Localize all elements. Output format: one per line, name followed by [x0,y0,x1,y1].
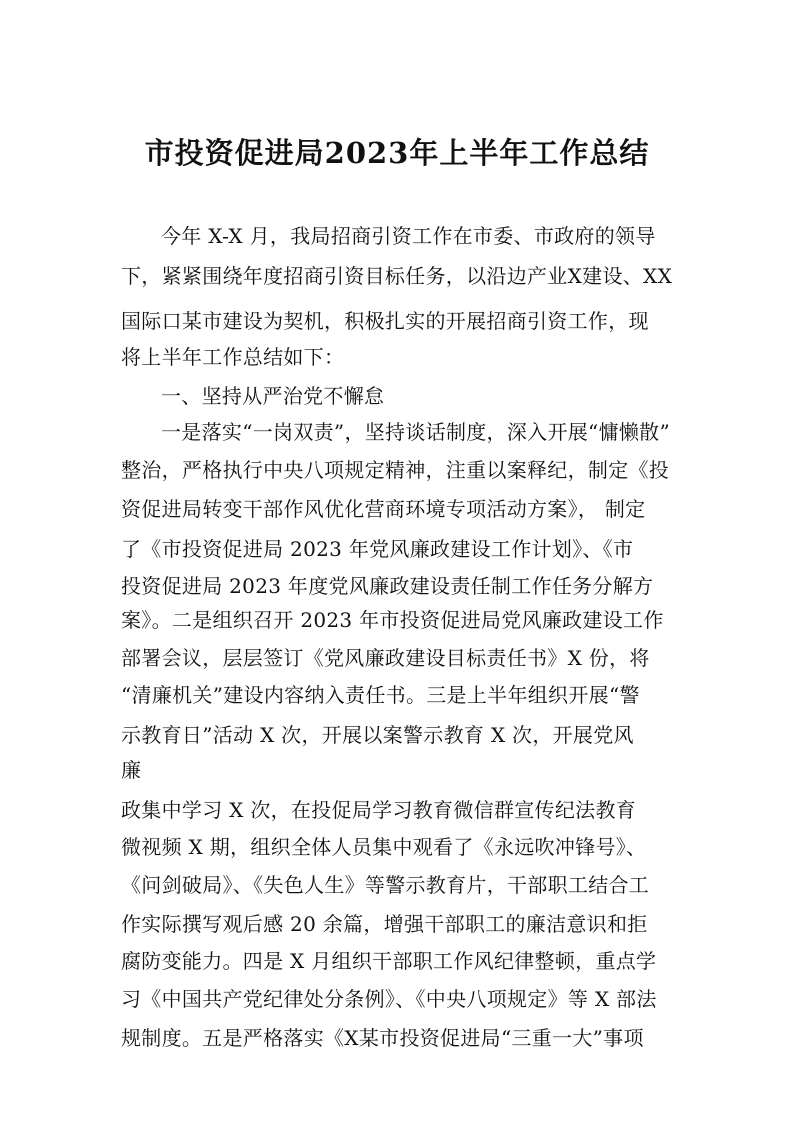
paragraph-line: 投资促进局 2023 年度党风廉政建设责任制工作任务分解方 [121,574,654,598]
paragraph-line: 习《中国共产党纪律处分条例》、《中央八项规定》等 X 部法 [121,987,657,1011]
paragraph-line: 了《市投资促进局 2023 年党风廉政建设工作计划》、《市 [121,537,634,561]
paragraph-line: 廉 [121,758,142,782]
paragraph-line: 一是落实“一岗双责”，坚持谈话制度，深入开展“慵懒散” [161,420,670,444]
section-heading: 一、坚持从严治党不懈怠 [161,384,385,408]
paragraph-line: 示教育日”活动 X 次，开展以案警示教育 X 次，开展党风 [121,723,634,747]
paragraph-line: 资促进局转变干部作风优化营商环境专项活动方案》， 制定 [121,497,646,521]
paragraph-line: 微视频 X 期，组织全体人员集中观看了《永远吹冲锋号》、 [121,835,647,859]
paragraph-line: 整治，严格执行中央八项规定精神，注重以案释纪，制定《投 [121,458,670,482]
paragraph-line: 国际口某市建设为契机，积极扎实的开展招商引资工作，现 [121,309,649,333]
paragraph-line: 政集中学习 X 次，在投促局学习教育微信群宣传纪法教育 [121,798,637,822]
paragraph-line: 下，紧紧围绕年度招商引资目标任务，以沿边产业X建设、XX [121,264,673,288]
paragraph-line: 腐防变能力。四是 X 月组织干部职工作风纪律整顿，重点学 [121,949,657,973]
paragraph-line: 规制度。五是严格落实《X某市投资促进局“三重一大”事项 [121,1026,644,1050]
paragraph-line: 部署会议，层层签订《党风廉政建设目标责任书》X 份，将 [121,646,650,670]
document-title: 市投资促进局2023年上半年工作总结 [144,136,650,170]
paragraph-line: 案》。二是组织召开 2023 年市投资促进局党风廉政建设工作 [121,608,664,632]
paragraph-line: 作实际撰写观后感 20 余篇，增强干部职工的廉洁意识和拒 [121,912,648,936]
paragraph-line: “清廉机关”建设内容纳入责任书。三是上半年组织开展“警 [121,683,640,707]
paragraph-line: 《问剑破局》、《失色人生》等警示教育片，干部职工结合工 [121,873,650,897]
paragraph-line: 今年 X-X 月，我局招商引资工作在市委、市政府的领导 [161,224,656,248]
paragraph-line: 将上半年工作总结如下： [121,345,345,369]
